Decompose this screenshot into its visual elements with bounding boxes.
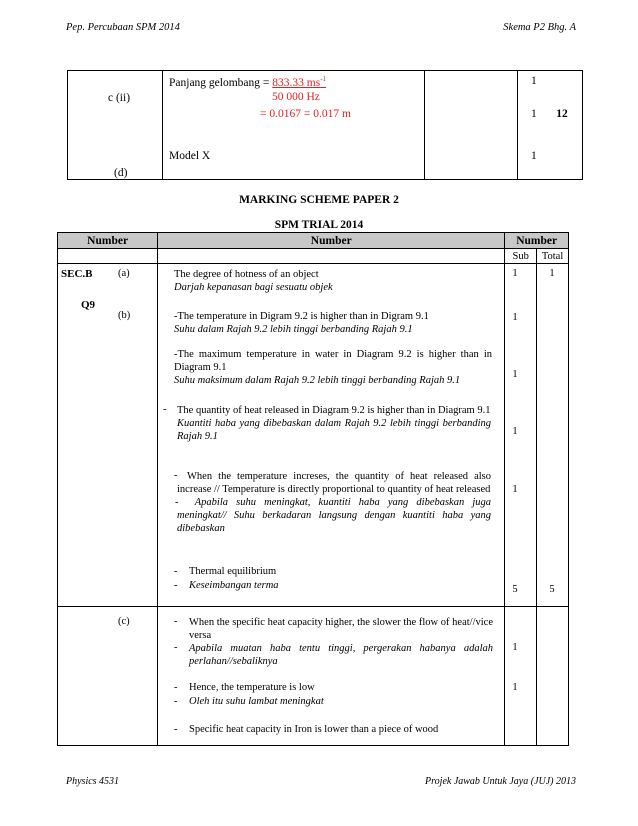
formula-numerator: 833.33 $ms^{-1}$ — [272, 75, 327, 89]
total-header: Total — [537, 249, 569, 264]
answer-b-3: The quantity of heat released in Diagram 9.2 is higher than in Diagram 9.1 Kuantiti haba yang dibebaskan dalam Rajah 9.2 lebih tinggi berbanding Rajah 9.1 — [177, 405, 491, 442]
dash-b-5a: - — [174, 566, 178, 577]
mark-a-sub: 1 — [512, 268, 518, 279]
dash-b-4: - — [174, 470, 178, 481]
answer-c-2-en: Hence, the temperature is low — [189, 682, 315, 693]
part-a-label: (a) — [118, 268, 130, 279]
sub-header: Sub — [505, 249, 537, 264]
header-left: Pep. Percubaan SPM 2014 — [66, 22, 180, 33]
dash-c-2b: - — [174, 696, 178, 707]
footer-left: Physics 4531 — [66, 776, 120, 787]
total-marks: 12 — [556, 108, 568, 120]
formula-prefix: Panjang gelombang = — [169, 76, 273, 89]
part-b-label: (b) — [118, 310, 131, 321]
part-c-label: (c) — [118, 616, 130, 627]
label-d: (d) — [114, 167, 128, 179]
header-number-2: Number — [158, 233, 505, 249]
dash-c-2a: - — [174, 682, 178, 693]
mark-b-sub: 5 — [512, 584, 518, 595]
mark-b-total: 5 — [549, 584, 555, 595]
answer-c-1-ms: Apabila muatan haba tentu tinggi, pergerakan habanya adalah perlahan//sebaliknya — [189, 643, 493, 667]
model-answer: Model X — [169, 150, 211, 162]
mark-b-4: 1 — [512, 484, 518, 495]
heading-spm-trial: SPM TRIAL 2014 — [274, 219, 364, 231]
mark-b-1: 1 — [512, 312, 518, 323]
mark-3: 1 — [531, 150, 537, 162]
mark-b-3: 1 — [512, 426, 518, 437]
answer-c-2-ms: Oleh itu suhu lambat meningkat — [189, 696, 324, 707]
mark-2: 1 — [531, 108, 537, 120]
answer-c-1-en: When the specific heat capacity higher, the slower the flow of heat//vice versa — [189, 617, 493, 641]
header-number-3: Number — [505, 233, 569, 249]
answer-b-5-en: Thermal equilibrium — [189, 566, 277, 577]
answer-b-2: -The maximum temperature in water in Diagram 9.2 is higher than in Diagram 9.1 Suhu maksimum dalam Rajah 9.2 lebih tinggi berbanding Rajah 9.1 — [174, 349, 492, 386]
top-table-content — [67, 70, 583, 180]
label-c-ii: c (ii) — [108, 92, 131, 104]
section-label: SEC.B — [61, 268, 93, 280]
question-label: Q9 — [81, 299, 96, 311]
dash-c-1b: - — [174, 642, 178, 653]
answer-b-4: When the temperature increses, the quantity of heat released also increase // Temperature is directly proportional to quantity of heat released - Apabila suhu meningkat, kuantiti haba yang dibebaskan juga meningkat// Suhu berkadaran langsung dengan kuantiti haba yang dibebaskan — [175, 471, 492, 534]
formula-result: = 0.0167 = 0.017 m — [260, 108, 351, 120]
answer-c-3-en: Specific heat capacity in Iron is lower than a piece of wood — [189, 724, 439, 735]
answer-b-1: -The temperature in Digram 9.2 is higher than in Digram 9.1 Suhu dalam Rajah 9.2 lebih tinggi berbanding Rajah 9.1 — [174, 311, 429, 335]
mark-1: 1 — [531, 75, 537, 87]
footer-right: Projek Jawab Untuk Jaya (JUJ) 2013 — [425, 776, 576, 787]
mark-b-2: 1 — [512, 369, 518, 380]
formula-line — [169, 75, 326, 89]
formula-denominator: 50 000 Hz — [272, 91, 320, 103]
mark-a-total: 1 — [549, 268, 555, 279]
header-right: Skema P2 Bhg. A — [503, 22, 576, 33]
header-number-1: Number — [58, 233, 158, 249]
dash-b-3: - — [163, 404, 167, 415]
heading-marking-scheme: MARKING SCHEME PAPER 2 — [239, 194, 399, 206]
dash-c-1a: - — [174, 616, 178, 627]
dash-c-3: - — [174, 724, 178, 735]
answer-b-5-ms: Keseimbangan terma — [189, 580, 279, 591]
main-table-content — [57, 232, 569, 772]
dash-b-5b: - — [174, 580, 178, 591]
mark-c-2: 1 — [512, 682, 518, 693]
answer-a: The degree of hotness of an object Darjah kepanasan bagi sesuatu objek — [174, 269, 333, 293]
mark-c-1: 1 — [512, 642, 518, 653]
